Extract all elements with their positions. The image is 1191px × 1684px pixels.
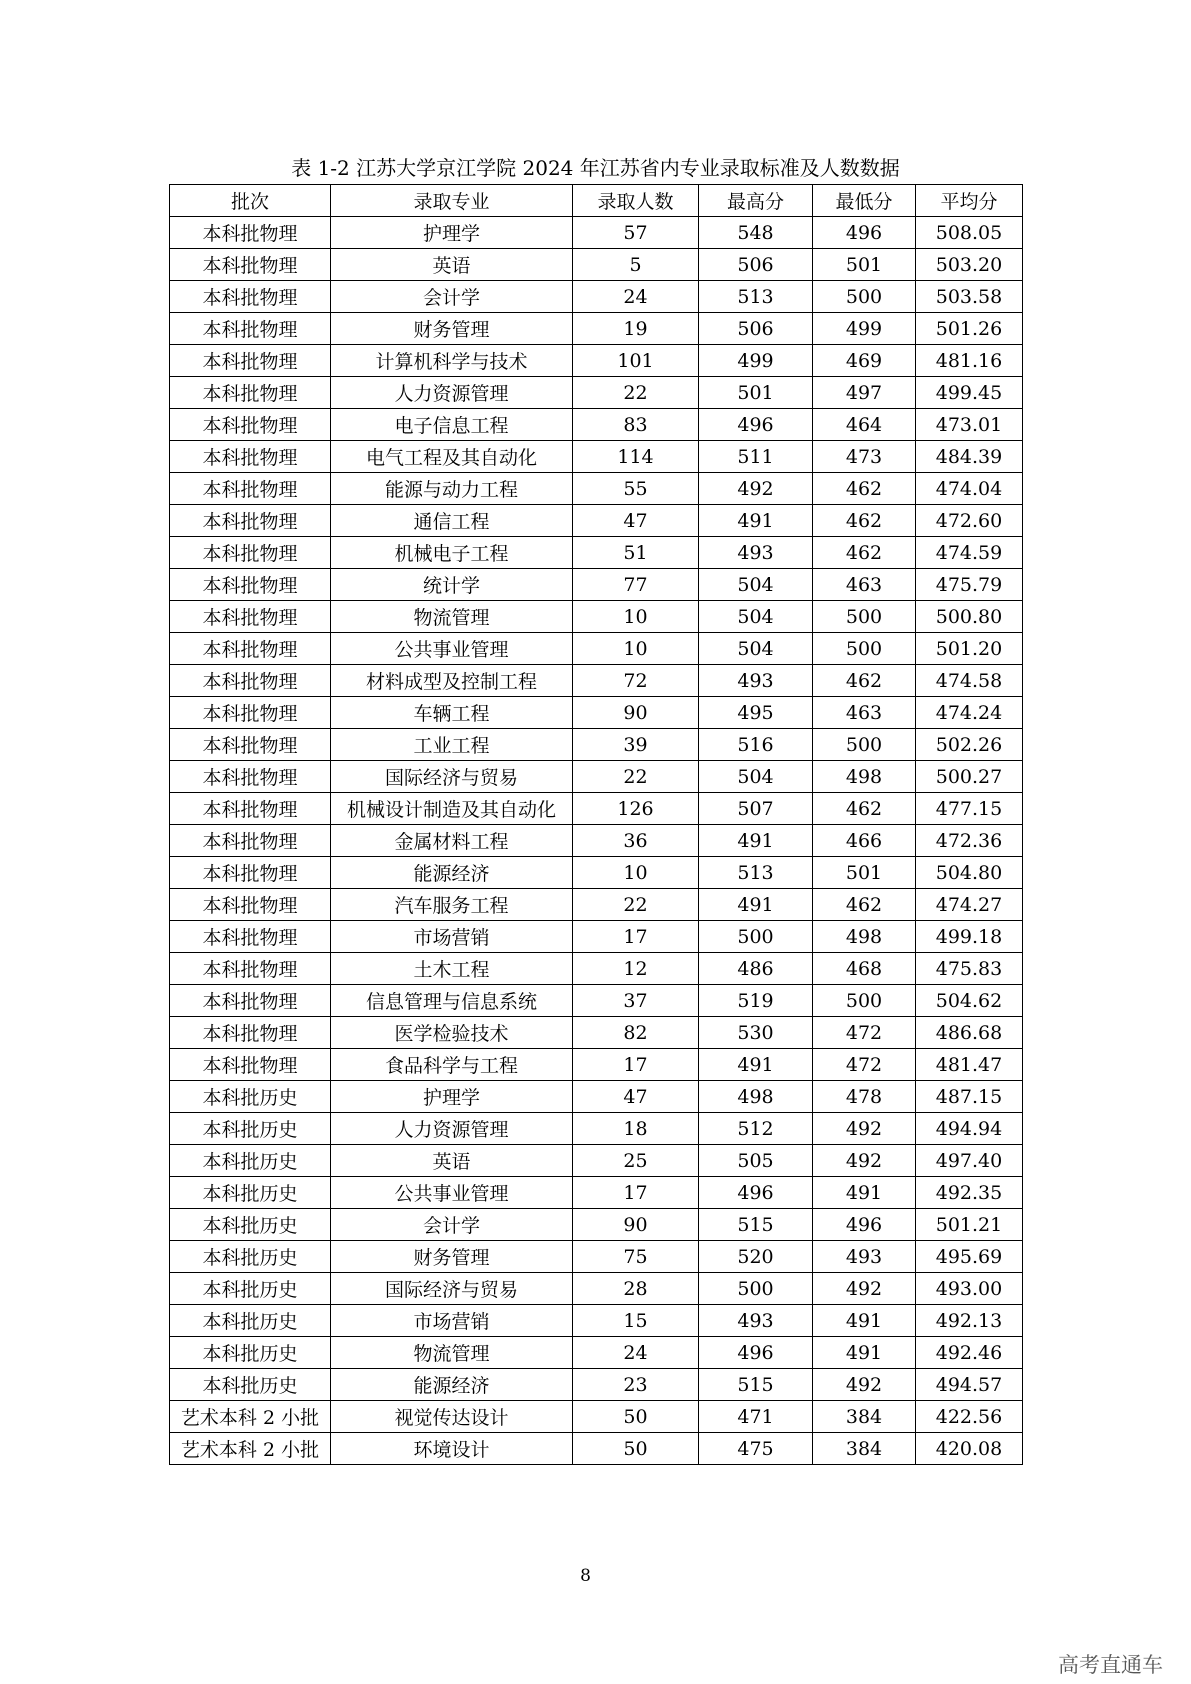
table-row [170,889,1023,921]
table-row [170,377,1023,409]
cell-min-score: 468 [813,953,916,985]
cell-avg-score: 501.21 [916,1209,1023,1241]
cell-max-score: 520 [699,1241,813,1273]
cell-major: 英语 [331,1145,573,1177]
cell-batch: 本科批历史 [170,1241,331,1273]
cell-min-score: 498 [813,761,916,793]
cell-avg-score: 493.00 [916,1273,1023,1305]
cell-enrollment: 17 [573,1049,699,1081]
cell-batch: 本科批物理 [170,217,331,249]
cell-min-score: 464 [813,409,916,441]
cell-major: 电子信息工程 [331,409,573,441]
cell-avg-score: 500.27 [916,761,1023,793]
cell-batch: 本科批物理 [170,921,331,953]
cell-max-score: 504 [699,633,813,665]
cell-major: 金属材料工程 [331,825,573,857]
cell-batch: 本科批物理 [170,1017,331,1049]
cell-max-score: 500 [699,921,813,953]
cell-min-score: 493 [813,1241,916,1273]
cell-min-score: 500 [813,985,916,1017]
table-caption: 表 1-2 江苏大学京江学院 2024 年江苏省内专业录取标准及人数数据 [291,156,900,180]
cell-avg-score: 503.58 [916,281,1023,313]
cell-major: 物流管理 [331,601,573,633]
cell-major: 统计学 [331,569,573,601]
cell-min-score: 499 [813,313,916,345]
cell-enrollment: 51 [573,537,699,569]
table-header [170,185,1023,217]
cell-max-score: 496 [699,409,813,441]
cell-avg-score: 494.94 [916,1113,1023,1145]
cell-max-score: 513 [699,281,813,313]
cell-enrollment: 82 [573,1017,699,1049]
cell-batch: 本科批历史 [170,1273,331,1305]
table-row [170,825,1023,857]
cell-enrollment: 72 [573,665,699,697]
cell-batch: 本科批历史 [170,1145,331,1177]
cell-batch: 本科批物理 [170,377,331,409]
cell-max-score: 496 [699,1177,813,1209]
cell-major: 医学检验技术 [331,1017,573,1049]
column-header-major: 录取专业 [331,185,573,217]
cell-avg-score: 503.20 [916,249,1023,281]
cell-max-score: 501 [699,377,813,409]
cell-batch: 本科批物理 [170,601,331,633]
cell-enrollment: 25 [573,1145,699,1177]
cell-major: 能源经济 [331,1369,573,1401]
cell-max-score: 491 [699,1049,813,1081]
table-row [170,665,1023,697]
cell-enrollment: 22 [573,889,699,921]
cell-major: 会计学 [331,281,573,313]
cell-enrollment: 24 [573,281,699,313]
cell-enrollment: 28 [573,1273,699,1305]
cell-enrollment: 12 [573,953,699,985]
table-row [170,1273,1023,1305]
table-row [170,953,1023,985]
table-row [170,1081,1023,1113]
table-row [170,1241,1023,1273]
cell-max-score: 500 [699,1273,813,1305]
cell-major: 机械设计制造及其自动化 [331,793,573,825]
cell-batch: 本科批物理 [170,345,331,377]
cell-max-score: 504 [699,761,813,793]
cell-enrollment: 22 [573,761,699,793]
table-row [170,729,1023,761]
cell-min-score: 473 [813,441,916,473]
cell-batch: 本科批物理 [170,281,331,313]
cell-min-score: 462 [813,473,916,505]
cell-batch: 本科批物理 [170,1049,331,1081]
cell-avg-score: 502.26 [916,729,1023,761]
cell-major: 环境设计 [331,1433,573,1465]
cell-avg-score: 481.16 [916,345,1023,377]
cell-avg-score: 477.15 [916,793,1023,825]
cell-min-score: 463 [813,697,916,729]
table-row [170,697,1023,729]
table-row [170,409,1023,441]
cell-major: 英语 [331,249,573,281]
cell-enrollment: 101 [573,345,699,377]
table-row [170,921,1023,953]
cell-major: 食品科学与工程 [331,1049,573,1081]
table-row [170,249,1023,281]
table-row [170,505,1023,537]
cell-batch: 本科批历史 [170,1209,331,1241]
watermark-text: 高考直通车 [1058,1653,1163,1677]
cell-avg-score: 504.62 [916,985,1023,1017]
cell-avg-score: 508.05 [916,217,1023,249]
cell-enrollment: 17 [573,921,699,953]
cell-batch: 本科批历史 [170,1369,331,1401]
table-row [170,1369,1023,1401]
cell-max-score: 506 [699,249,813,281]
cell-major: 财务管理 [331,1241,573,1273]
cell-avg-score: 484.39 [916,441,1023,473]
cell-major: 机械电子工程 [331,537,573,569]
cell-avg-score: 481.47 [916,1049,1023,1081]
cell-max-score: 512 [699,1113,813,1145]
cell-enrollment: 77 [573,569,699,601]
cell-max-score: 486 [699,953,813,985]
cell-enrollment: 22 [573,377,699,409]
cell-max-score: 548 [699,217,813,249]
table-row [170,1305,1023,1337]
cell-max-score: 498 [699,1081,813,1113]
cell-avg-score: 492.35 [916,1177,1023,1209]
cell-min-score: 492 [813,1145,916,1177]
cell-min-score: 500 [813,633,916,665]
cell-batch: 本科批物理 [170,761,331,793]
table-row [170,1017,1023,1049]
table-row [170,1145,1023,1177]
cell-enrollment: 47 [573,1081,699,1113]
cell-min-score: 500 [813,601,916,633]
cell-min-score: 491 [813,1337,916,1369]
cell-batch: 本科批物理 [170,441,331,473]
cell-enrollment: 55 [573,473,699,505]
cell-major: 护理学 [331,1081,573,1113]
cell-batch: 本科批历史 [170,1113,331,1145]
cell-enrollment: 15 [573,1305,699,1337]
column-header-batch: 批次 [170,185,331,217]
cell-major: 汽车服务工程 [331,889,573,921]
table-row [170,1209,1023,1241]
cell-min-score: 462 [813,537,916,569]
table-row [170,1433,1023,1465]
cell-avg-score: 492.13 [916,1305,1023,1337]
cell-avg-score: 473.01 [916,409,1023,441]
cell-batch: 本科批物理 [170,889,331,921]
cell-enrollment: 37 [573,985,699,1017]
cell-avg-score: 494.57 [916,1369,1023,1401]
cell-batch: 艺术本科 2 小批 [170,1433,331,1465]
cell-major: 工业工程 [331,729,573,761]
cell-avg-score: 499.18 [916,921,1023,953]
cell-max-score: 491 [699,889,813,921]
cell-enrollment: 5 [573,249,699,281]
cell-max-score: 491 [699,825,813,857]
table-row [170,793,1023,825]
cell-major: 国际经济与贸易 [331,761,573,793]
admissions-table [169,184,1023,1465]
cell-min-score: 472 [813,1049,916,1081]
cell-batch: 艺术本科 2 小批 [170,1401,331,1433]
cell-max-score: 507 [699,793,813,825]
cell-batch: 本科批物理 [170,569,331,601]
cell-enrollment: 18 [573,1113,699,1145]
column-header-avg-score: 平均分 [916,185,1023,217]
cell-enrollment: 114 [573,441,699,473]
table-row [170,473,1023,505]
table-row [170,313,1023,345]
table-row [170,1177,1023,1209]
cell-avg-score: 472.60 [916,505,1023,537]
cell-min-score: 462 [813,665,916,697]
cell-enrollment: 10 [573,633,699,665]
table-row [170,1337,1023,1369]
cell-max-score: 499 [699,345,813,377]
cell-max-score: 496 [699,1337,813,1369]
cell-max-score: 515 [699,1369,813,1401]
cell-min-score: 500 [813,281,916,313]
cell-min-score: 384 [813,1401,916,1433]
cell-major: 信息管理与信息系统 [331,985,573,1017]
cell-min-score: 492 [813,1273,916,1305]
cell-avg-score: 501.26 [916,313,1023,345]
cell-batch: 本科批物理 [170,697,331,729]
cell-min-score: 496 [813,217,916,249]
cell-major: 公共事业管理 [331,1177,573,1209]
cell-batch: 本科批物理 [170,505,331,537]
cell-batch: 本科批历史 [170,1177,331,1209]
cell-avg-score: 474.59 [916,537,1023,569]
cell-major: 人力资源管理 [331,377,573,409]
cell-batch: 本科批物理 [170,953,331,985]
cell-enrollment: 90 [573,1209,699,1241]
cell-max-score: 516 [699,729,813,761]
cell-batch: 本科批物理 [170,313,331,345]
cell-min-score: 472 [813,1017,916,1049]
cell-max-score: 471 [699,1401,813,1433]
table-row [170,985,1023,1017]
table-row [170,761,1023,793]
cell-max-score: 530 [699,1017,813,1049]
cell-max-score: 505 [699,1145,813,1177]
cell-major: 公共事业管理 [331,633,573,665]
cell-avg-score: 474.04 [916,473,1023,505]
column-header-max-score: 最高分 [699,185,813,217]
cell-major: 财务管理 [331,313,573,345]
cell-batch: 本科批物理 [170,825,331,857]
table-row [170,537,1023,569]
cell-enrollment: 126 [573,793,699,825]
cell-major: 会计学 [331,1209,573,1241]
cell-enrollment: 17 [573,1177,699,1209]
cell-major: 视觉传达设计 [331,1401,573,1433]
cell-major: 土木工程 [331,953,573,985]
cell-enrollment: 50 [573,1401,699,1433]
cell-batch: 本科批物理 [170,473,331,505]
cell-enrollment: 36 [573,825,699,857]
cell-max-score: 515 [699,1209,813,1241]
cell-avg-score: 504.80 [916,857,1023,889]
cell-avg-score: 501.20 [916,633,1023,665]
cell-max-score: 519 [699,985,813,1017]
cell-major: 能源经济 [331,857,573,889]
cell-batch: 本科批物理 [170,985,331,1017]
cell-major: 通信工程 [331,505,573,537]
cell-min-score: 462 [813,793,916,825]
header-row [170,185,1023,217]
cell-major: 材料成型及控制工程 [331,665,573,697]
cell-max-score: 492 [699,473,813,505]
cell-batch: 本科批物理 [170,409,331,441]
cell-batch: 本科批物理 [170,537,331,569]
cell-max-score: 493 [699,537,813,569]
cell-max-score: 475 [699,1433,813,1465]
table-row [170,601,1023,633]
cell-min-score: 384 [813,1433,916,1465]
cell-min-score: 466 [813,825,916,857]
cell-batch: 本科批物理 [170,633,331,665]
cell-batch: 本科批物理 [170,249,331,281]
cell-min-score: 496 [813,1209,916,1241]
cell-avg-score: 497.40 [916,1145,1023,1177]
cell-min-score: 462 [813,889,916,921]
cell-enrollment: 57 [573,217,699,249]
cell-min-score: 492 [813,1113,916,1145]
cell-major: 市场营销 [331,1305,573,1337]
table-row [170,345,1023,377]
cell-enrollment: 47 [573,505,699,537]
cell-avg-score: 422.56 [916,1401,1023,1433]
cell-major: 计算机科学与技术 [331,345,573,377]
column-header-min-score: 最低分 [813,185,916,217]
cell-min-score: 500 [813,729,916,761]
cell-enrollment: 23 [573,1369,699,1401]
table-row [170,1401,1023,1433]
cell-max-score: 513 [699,857,813,889]
cell-avg-score: 499.45 [916,377,1023,409]
cell-enrollment: 90 [573,697,699,729]
cell-major: 电气工程及其自动化 [331,441,573,473]
cell-enrollment: 10 [573,601,699,633]
cell-batch: 本科批历史 [170,1081,331,1113]
cell-enrollment: 24 [573,1337,699,1369]
cell-max-score: 506 [699,313,813,345]
page-number: 8 [580,1566,591,1586]
cell-max-score: 504 [699,569,813,601]
cell-enrollment: 19 [573,313,699,345]
cell-min-score: 491 [813,1305,916,1337]
table-row [170,1049,1023,1081]
cell-major: 能源与动力工程 [331,473,573,505]
cell-batch: 本科批物理 [170,793,331,825]
cell-avg-score: 474.58 [916,665,1023,697]
cell-major: 市场营销 [331,921,573,953]
cell-major: 护理学 [331,217,573,249]
table-body [170,217,1023,1465]
cell-avg-score: 472.36 [916,825,1023,857]
cell-min-score: 498 [813,921,916,953]
table-row [170,1113,1023,1145]
table-row [170,633,1023,665]
cell-batch: 本科批物理 [170,857,331,889]
cell-max-score: 493 [699,665,813,697]
cell-min-score: 497 [813,377,916,409]
cell-batch: 本科批历史 [170,1305,331,1337]
cell-enrollment: 75 [573,1241,699,1273]
cell-min-score: 462 [813,505,916,537]
cell-min-score: 469 [813,345,916,377]
table-row [170,281,1023,313]
column-header-enrollment: 录取人数 [573,185,699,217]
table-row [170,217,1023,249]
cell-major: 国际经济与贸易 [331,1273,573,1305]
cell-avg-score: 486.68 [916,1017,1023,1049]
cell-avg-score: 492.46 [916,1337,1023,1369]
cell-avg-score: 475.83 [916,953,1023,985]
cell-enrollment: 10 [573,857,699,889]
table-row [170,441,1023,473]
cell-enrollment: 50 [573,1433,699,1465]
cell-max-score: 495 [699,697,813,729]
cell-min-score: 492 [813,1369,916,1401]
cell-min-score: 491 [813,1177,916,1209]
cell-max-score: 493 [699,1305,813,1337]
cell-min-score: 463 [813,569,916,601]
cell-avg-score: 500.80 [916,601,1023,633]
cell-min-score: 478 [813,1081,916,1113]
table-row [170,569,1023,601]
cell-min-score: 501 [813,857,916,889]
cell-batch: 本科批历史 [170,1337,331,1369]
cell-avg-score: 474.24 [916,697,1023,729]
cell-max-score: 504 [699,601,813,633]
cell-max-score: 491 [699,505,813,537]
cell-enrollment: 83 [573,409,699,441]
cell-avg-score: 475.79 [916,569,1023,601]
cell-major: 人力资源管理 [331,1113,573,1145]
cell-max-score: 511 [699,441,813,473]
cell-avg-score: 420.08 [916,1433,1023,1465]
cell-batch: 本科批物理 [170,729,331,761]
cell-major: 车辆工程 [331,697,573,729]
cell-avg-score: 474.27 [916,889,1023,921]
cell-min-score: 501 [813,249,916,281]
cell-batch: 本科批物理 [170,665,331,697]
table-row [170,857,1023,889]
cell-major: 物流管理 [331,1337,573,1369]
cell-avg-score: 495.69 [916,1241,1023,1273]
cell-avg-score: 487.15 [916,1081,1023,1113]
cell-enrollment: 39 [573,729,699,761]
